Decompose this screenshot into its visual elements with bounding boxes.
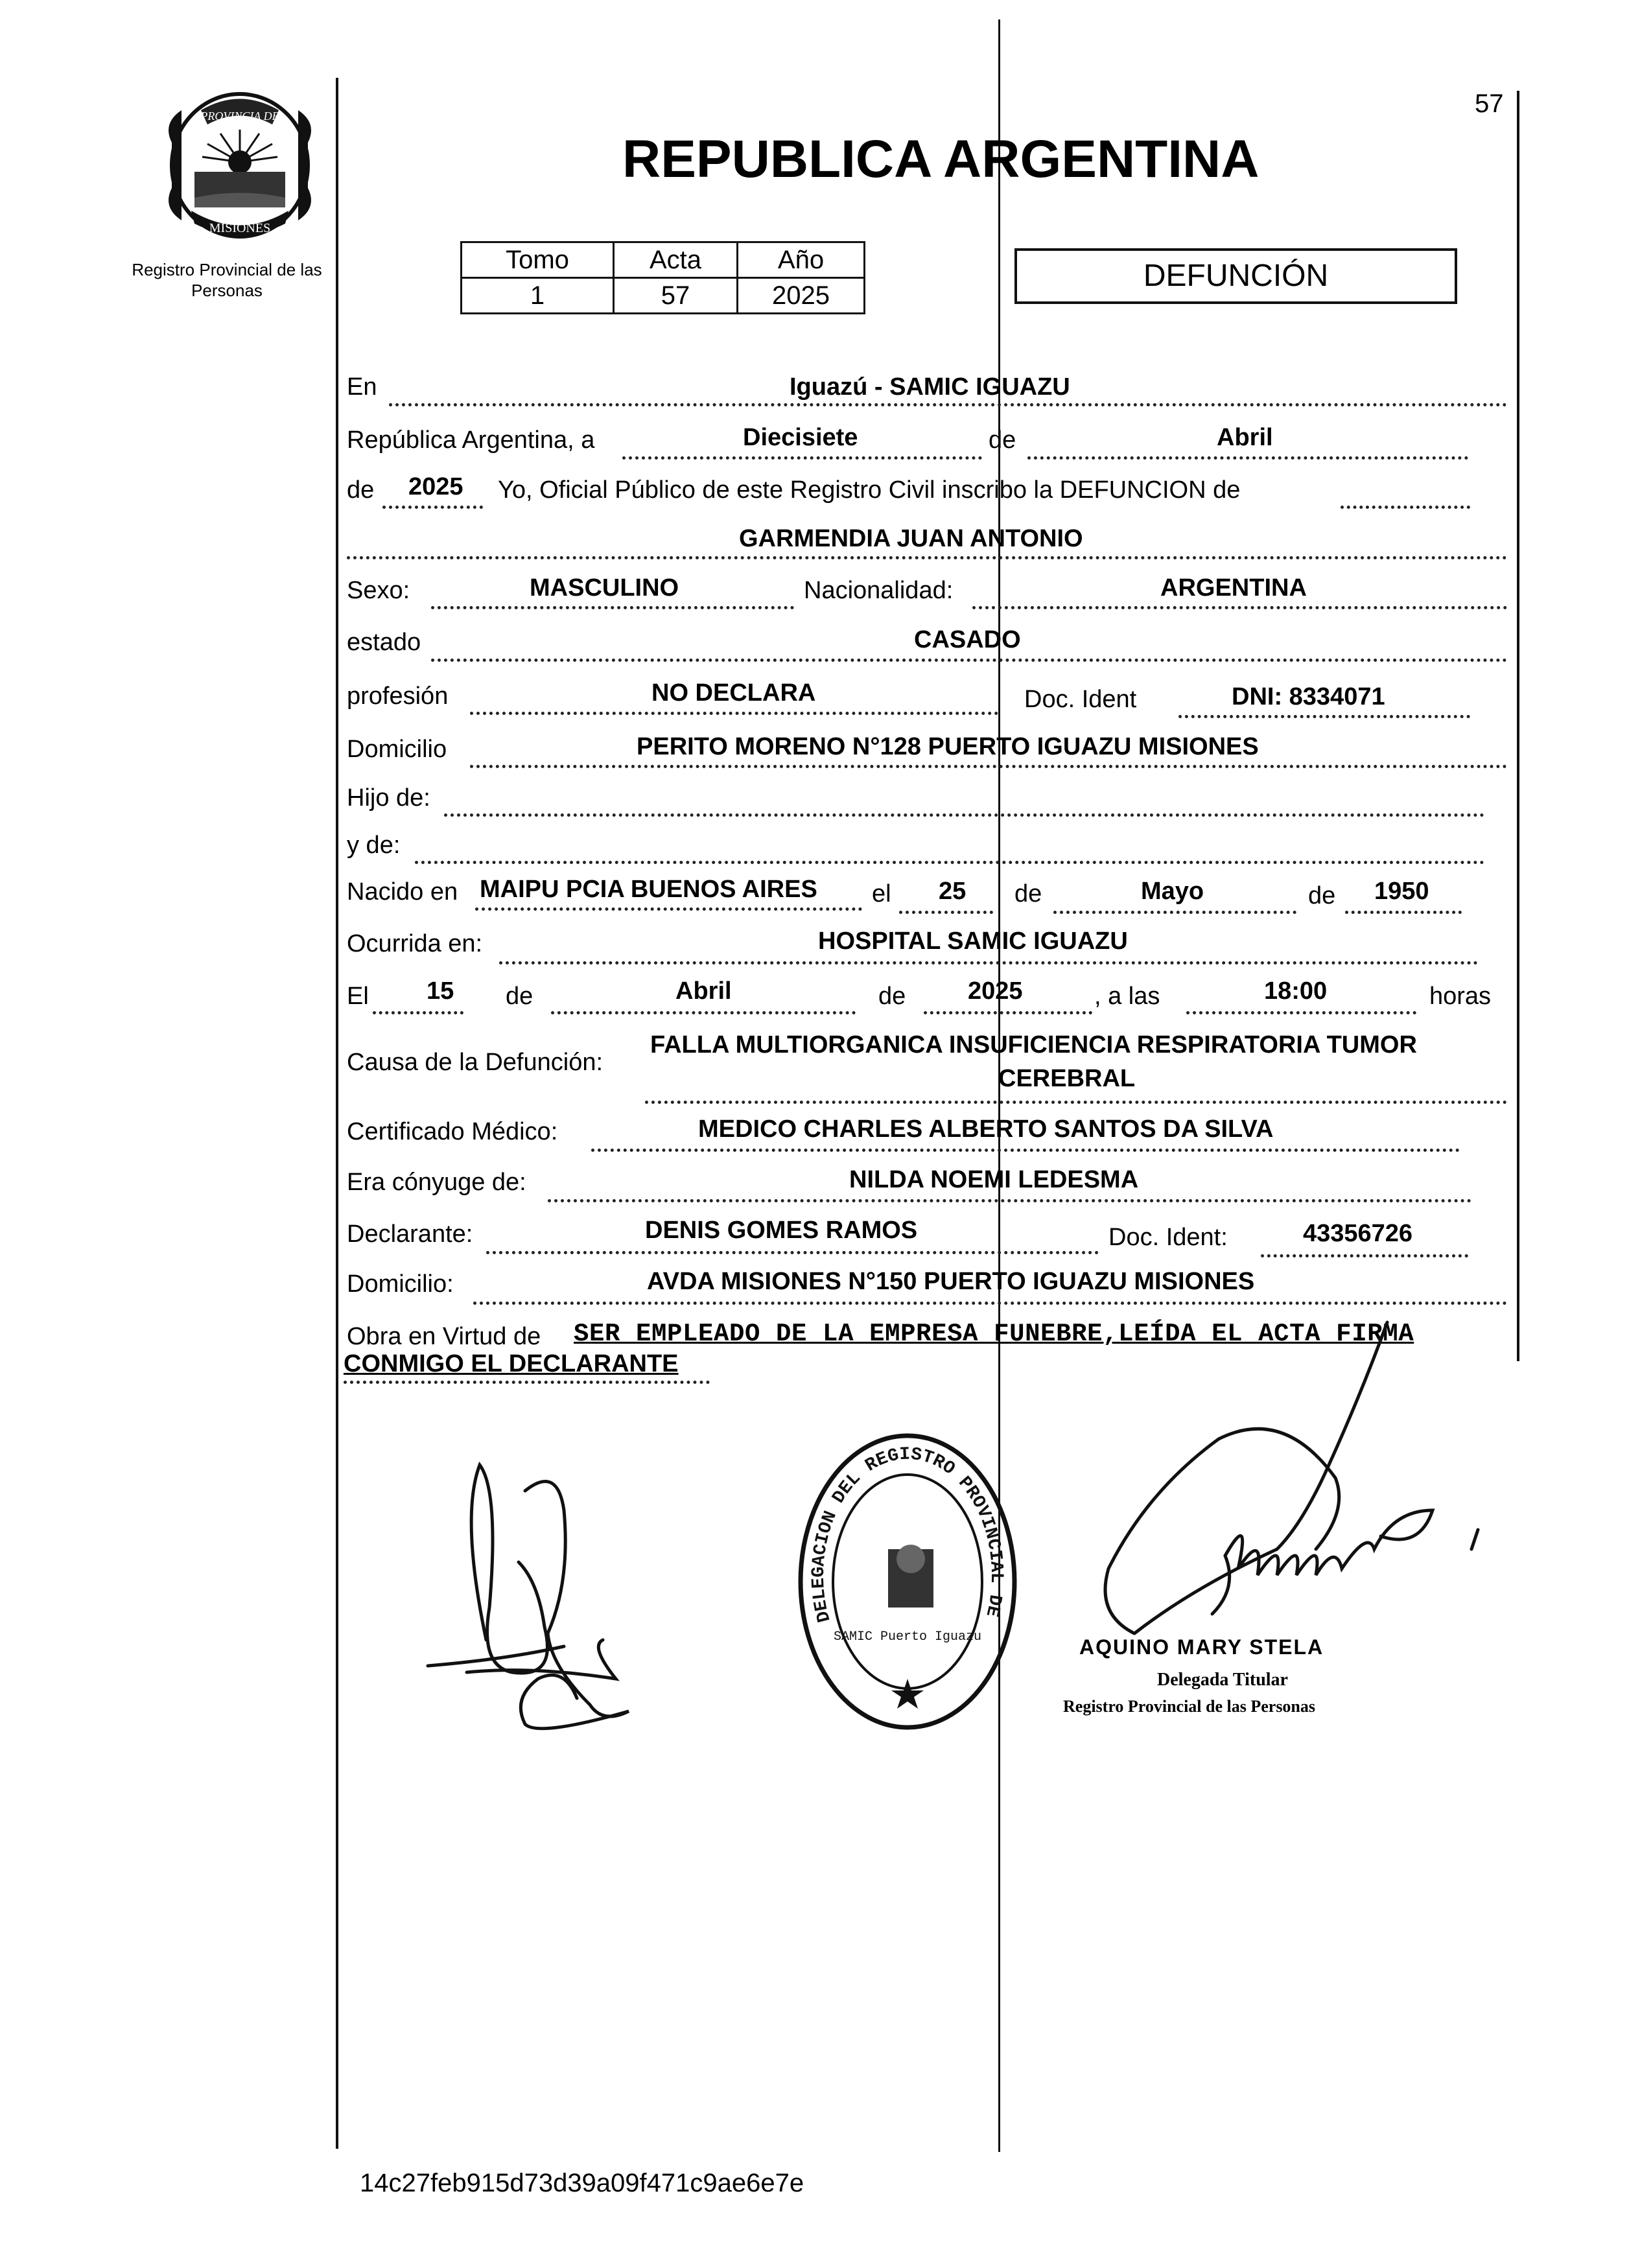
official-stamp xyxy=(791,1426,1024,1737)
sexo-label: Sexo: xyxy=(347,577,410,604)
death-month: Abril xyxy=(675,977,732,1005)
doc-ident-value: DNI: 8334071 xyxy=(1232,683,1385,710)
nacionalidad-dots xyxy=(972,606,1507,609)
domicilio2-label: Domicilio: xyxy=(347,1270,454,1298)
causa-dots xyxy=(645,1101,1507,1104)
death-month-dots xyxy=(551,1011,856,1014)
de-label-1: de xyxy=(989,427,1016,454)
hijo-label: Hijo de: xyxy=(347,784,430,812)
birth-year-dots xyxy=(1345,911,1462,914)
profesion-label: profesión xyxy=(347,683,449,710)
logo-text-bottom: MISIONES xyxy=(209,221,271,235)
official-office: Registro Provincial de las Personas xyxy=(1063,1697,1316,1716)
anio-header: Año xyxy=(738,242,865,278)
death-day: 15 xyxy=(427,977,454,1005)
y-de-dots xyxy=(415,861,1484,864)
hijo-dots xyxy=(444,813,1484,817)
sexo-value: MASCULINO xyxy=(530,574,679,602)
birth-month-dots xyxy=(1053,911,1296,914)
logo-text-top: PROVINCIA DE xyxy=(200,110,279,123)
province-logo xyxy=(156,84,324,246)
nacido-dots xyxy=(475,907,862,911)
de-label-5: de xyxy=(506,983,533,1010)
conyuge-dots xyxy=(548,1199,1471,1202)
declarante-dots xyxy=(486,1251,1099,1254)
doc-ident-label: Doc. Ident xyxy=(1024,686,1137,713)
left-margin-line xyxy=(336,78,338,2149)
tomo-header: Tomo xyxy=(462,242,614,278)
causa-line2: CEREBRAL xyxy=(998,1065,1136,1092)
day-dots xyxy=(622,456,982,460)
acta-value: 57 xyxy=(614,278,738,314)
causa-line1: FALLA MULTIORGANICA INSUFICIENCIA RESPIRATORIA TUMOR xyxy=(650,1031,1417,1058)
right-margin-line xyxy=(1517,91,1519,1361)
estado-label: estado xyxy=(347,629,421,656)
El-label: El xyxy=(347,983,369,1010)
profesion-value: NO DECLARA xyxy=(651,679,816,707)
official-name: AQUINO MARY STELA xyxy=(1079,1635,1324,1659)
declarante-label: Declarante: xyxy=(347,1221,473,1248)
certificado-value: MEDICO CHARLES ALBERTO SANTOS DA SILVA xyxy=(698,1116,1274,1143)
obra-line2: CONMIGO EL DECLARANTE xyxy=(344,1350,679,1377)
year-dots xyxy=(382,506,483,509)
birth-year: 1950 xyxy=(1374,878,1429,905)
nacionalidad-value: ARGENTINA xyxy=(1160,574,1307,602)
domicilio-dots xyxy=(470,765,1507,768)
official-signature xyxy=(1070,1316,1523,1679)
month-value: Abril xyxy=(1217,424,1273,451)
declarante-value: DENIS GOMES RAMOS xyxy=(645,1217,918,1244)
profesion-dots xyxy=(470,712,998,715)
registry-name: Registro Provincial de las Personas xyxy=(132,260,322,300)
record-table xyxy=(460,241,865,314)
acta-header: Acta xyxy=(614,242,738,278)
page-number: 57 xyxy=(1475,89,1504,118)
domicilio2-value: AVDA MISIONES N°150 PUERTO IGUAZU MISIONES xyxy=(647,1268,1255,1295)
de-label-4: de xyxy=(1308,882,1336,909)
official-title: Delegada Titular xyxy=(1157,1670,1288,1690)
nacionalidad-label: Nacionalidad: xyxy=(804,577,954,604)
record-type-box: DEFUNCIÓN xyxy=(1014,248,1457,304)
anio-value: 2025 xyxy=(738,278,865,314)
en-value: Iguazú - SAMIC IGUAZU xyxy=(790,373,1070,401)
en-dots xyxy=(389,403,1507,406)
footer-hash: 14c27feb915d73d39a09f471c9ae6e7e xyxy=(360,2169,804,2197)
obra-label: Obra en Virtud de xyxy=(347,1323,541,1350)
certificado-dots xyxy=(591,1149,1460,1152)
ocurrida-label: Ocurrida en: xyxy=(347,930,483,957)
estado-dots xyxy=(431,659,1507,662)
domicilio-value: PERITO MORENO N°128 PUERTO IGUAZU MISIONES xyxy=(637,733,1259,760)
declarante-doc-value: 43356726 xyxy=(1303,1220,1413,1247)
death-year: 2025 xyxy=(968,977,1023,1005)
yo-text: Yo, Oficial Público de este Registro Civil inscribo la DEFUNCION de xyxy=(498,476,1241,504)
conyuge-value: NILDA NOEMI LEDESMA xyxy=(849,1166,1139,1193)
sexo-dots xyxy=(431,606,794,609)
estado-value: CASADO xyxy=(914,626,1021,653)
stamp-inner-text: SAMIC Puerto Iguazu xyxy=(833,1630,982,1644)
death-day-dots xyxy=(373,1011,463,1014)
domicilio2-dots xyxy=(473,1302,1507,1305)
name-dots xyxy=(347,556,1507,559)
de-label-6: de xyxy=(878,983,906,1010)
birth-month: Mayo xyxy=(1141,878,1204,905)
day-value: Diecisiete xyxy=(743,424,858,451)
nacido-label: Nacido en xyxy=(347,878,458,906)
country-title: REPUBLICA ARGENTINA xyxy=(622,130,1260,189)
obra-line1: SER EMPLEADO DE LA EMPRESA FUNEBRE,LEÍDA EL ACTA FIRMA xyxy=(574,1320,1414,1348)
birth-day-dots xyxy=(899,911,993,914)
ocurrida-dots xyxy=(499,961,1478,964)
deceased-name: GARMENDIA JUAN ANTONIO xyxy=(739,525,1083,552)
death-year-dots xyxy=(924,1011,1092,1014)
domicilio-label: Domicilio xyxy=(347,736,447,763)
en-label: En xyxy=(347,373,377,401)
de-label-3: de xyxy=(1014,880,1042,907)
causa-label: Causa de la Defunción: xyxy=(347,1049,604,1076)
republica-label: República Argentina, a xyxy=(347,427,595,454)
de-label-2: de xyxy=(347,476,375,504)
ocurrida-value: HOSPITAL SAMIC IGUAZU xyxy=(818,928,1128,955)
yo-trailing-dots xyxy=(1341,506,1470,509)
declarante-doc-dots xyxy=(1261,1254,1468,1257)
stamp-ring-text: DELEGACION DEL REGISTRO PROVINCIAL DE xyxy=(808,1444,1007,1624)
tomo-value: 1 xyxy=(462,278,614,314)
death-time-dots xyxy=(1186,1011,1416,1014)
y-de-label: y de: xyxy=(347,832,401,859)
declarant-signature xyxy=(408,1452,713,1757)
obra-dots xyxy=(344,1381,710,1384)
month-dots xyxy=(1027,456,1468,460)
birth-day: 25 xyxy=(939,878,967,905)
horas-label: horas xyxy=(1429,983,1492,1010)
conyuge-label: Era cónyuge de: xyxy=(347,1169,526,1196)
nacido-value: MAIPU PCIA BUENOS AIRES xyxy=(480,876,817,903)
death-time: 18:00 xyxy=(1264,977,1328,1005)
a-las-label: , a las xyxy=(1094,983,1160,1010)
year-value: 2025 xyxy=(408,473,463,500)
doc-ident-dots xyxy=(1178,715,1470,718)
declarante-doc-label: Doc. Ident: xyxy=(1108,1224,1228,1251)
el-label: el xyxy=(872,880,891,907)
certificado-label: Certificado Médico: xyxy=(347,1118,558,1145)
